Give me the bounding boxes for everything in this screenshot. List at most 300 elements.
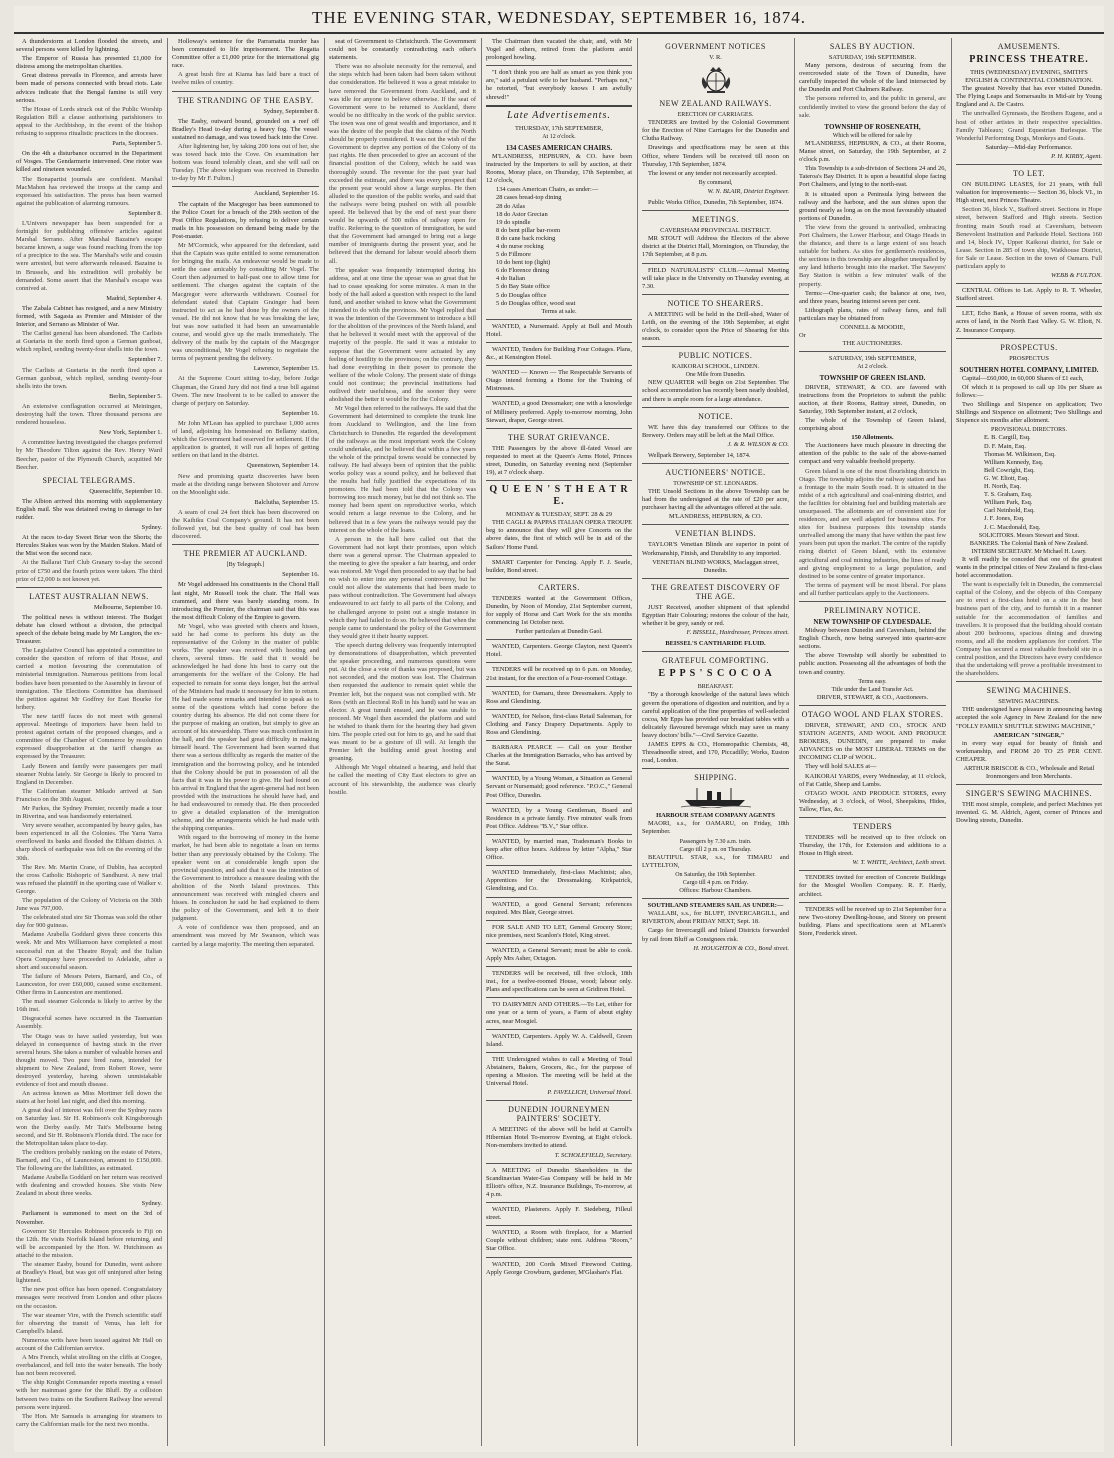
classified-ad: A MEETING of the above will be held at Carroll's Hibernian Hotel To-morrow Evening, at Eight o'clock. Non-members invited to attend.: [486, 1126, 632, 1150]
news-paragraph: The population of the Colony of Victoria on the 30th June was 797,000.: [16, 897, 162, 913]
column-4: [486, 38, 632, 1446]
notice-signature: M'LANDRESS, HEPBURN, & CO.: [668, 513, 763, 521]
dateline: Sydney.: [141, 1200, 162, 1208]
news-paragraph: Disgraceful scenes have occurred in the Tasmanian Assembly.: [16, 1015, 162, 1031]
ad-body: DRIVER, STEWART, & CO. are favored with instructions from the Proprietors to submit the public auction, at their Rooms, Rattray street, Dunedin, on Saturday, 19th September instant, at 2 o'clock,: [799, 383, 946, 415]
ad-body: The greatest Novelty that has ever visited Dunedin. The Flying Leaps and Somersaults in Mid-air by Young England and A. De Castro.: [956, 85, 1102, 109]
ad-body: M'LANDRESS, HEPBURN, & CO., at their Rooms, Manse street, on Saturday, the 19th September, at 2 o'clock p.m.: [799, 139, 946, 164]
ad-time: At 12 o'clock.: [542, 133, 576, 140]
list-item: 8 do bent pillar bar-room: [496, 226, 561, 234]
ad-signature: Further particulars at Dunedin Gaol.: [515, 629, 603, 636]
section-heading: NOTICE.: [698, 411, 733, 421]
ad-time: At 2 o'clock.: [857, 364, 888, 371]
ad-body: ON BUILDING LEASES, for 21 years, with full valuation for improvements:— Section 36, block VI., in High street, next Princes Theatre.: [956, 181, 1102, 205]
ad-body: The unrivalled Gymnasts, the Brothers Eugene, and a host of other artistes in their respective specialities. Family Tableaux; Grand Equestrian Burlesque. The Wonderful Performing Dogs, Monkeys and Goats.: [956, 110, 1102, 142]
subheading: BANKERS. The Colonial Bank of New Zealand.: [969, 540, 1089, 547]
masthead-rule: [14, 32, 1104, 34]
ad-date: MONDAY & TUESDAY, SEPT. 28 & 29: [505, 511, 613, 519]
ad-body: TENDERS invited for erection of Concrete Buildings for the Mosgiel Woollen Company. R. F. Hardy, architect.: [799, 874, 946, 898]
theatre-heading: PRINCESS THEATRE.: [969, 54, 1089, 65]
ad-body: Green Island is one of the most flourishing districts in Otago. The township adjoins the railway station and has a frontage to the main South road. It is situated in the midst of a rich agricultural and coal-mining district, and the facilities for obtaining fuel and building materials are unsurpassed. The allotments are of convenient size for residences, and are well adapted for business sites. For sites for business purposes this township stands unrivalled among the many that have within the past few years been put upon the market. The centre of the rapidly rising district of Green Island, with its extensive agricultural and coal mining industries, the lines of ready and giving employment to a large population, and destined to be some centre of greater importance.: [799, 467, 946, 580]
rule: [956, 283, 1102, 284]
section-heading: PROSPECTUS.: [1000, 342, 1058, 352]
ad-signature: THE AUCTIONEERS.: [842, 340, 903, 348]
list-item: 5 do Douglas office, wood seat: [496, 299, 576, 307]
notice-body: Cargo for Invercargill and Inland Districts forwarded by rail from Bluff as Consignees risk.: [642, 927, 789, 943]
ad-signature: T. SCHOLEFIELD, Secretary.: [554, 1151, 632, 1159]
rule: [172, 91, 319, 92]
section-heading: THE PREMIER AT AUCKLAND.: [183, 549, 308, 559]
royal-crest-icon: [699, 65, 733, 95]
classified-ad: WANTED, by a Young Gentleman, Board and Residence in a private family. Five minutes' walk from Post Office. Address "B.V.," Star office.: [486, 806, 632, 830]
ad-body: The terms of payment will be most liberal. For plans and all further particulars apply to the Auctioneers.: [799, 581, 946, 597]
column-divider: [167, 38, 168, 1446]
rule: [642, 463, 789, 464]
list-item: J. C. Macdonald, Esq.: [984, 523, 1041, 531]
rule: [642, 346, 789, 347]
ad-body: TENDERS will be received up to 21st September for a new Two-storey Dwelling-house, and Storey on present building. Plans and specifications seen at M'Laren's Store, Frederick street.: [799, 905, 946, 937]
list-item: 28 do Atlas: [496, 202, 526, 210]
dateline: Queenstown, September 14.: [246, 462, 319, 470]
rule: [486, 997, 632, 998]
ad-date: SATURDAY, 19th SEPTEMBER.: [828, 54, 917, 61]
news-paragraph: Holloway's sentence for the Parramatta murder has been commuted to life imprisonment. The Regatta Committee offer a £1,000 prize for the international gig race.: [172, 38, 319, 70]
rule: [799, 351, 946, 352]
ad-title: TOWNSHIP OF GREEN ISLAND.: [819, 374, 926, 383]
subheading: TOWNSHIP OF ST. LEONARDS.: [673, 481, 758, 487]
byline: [By Telegraph.]: [226, 562, 265, 569]
rule: [486, 342, 632, 343]
news-paragraph: L'Univers newspaper has been suspended for a fortnight for publishing offensive articles against Marshal Serrano. After Marshal Bazaine's escape became known, a sage was found reaching from the top of a precipice to the sea. The Marshal's wife and cousin were arrested, but were afterwards released. Bazaine is in Brussels, and his extradition will probably be demanded. Some assert that the Marshal's escape was connived at.: [16, 219, 162, 292]
section-heading: GOVERNMENT NOTICES: [665, 42, 766, 51]
notice-body: THE Unsold Sections in the above Township can be had from the undersigned at the rate of £20 per acre, purchaser having all the advantages offered at the sale.: [642, 488, 789, 512]
ad-list: [486, 186, 632, 307]
ad-signature: CONNELL & MOODIE,: [840, 324, 905, 331]
news-paragraph: Madame Arabella Goddard on her return was received with deafening and crowded houses. She visits New Zealand in about three weeks.: [16, 1174, 162, 1198]
section-heading: Late Advertisements.: [507, 109, 611, 121]
notice-signature: H. HOUGHTON & CO., Bond street.: [693, 944, 789, 952]
news-paragraph: The captain of the Macgregor has been summoned to the Police Court for a breach of the 29th section of the Post Office Regulations, by refusing to deliver certain mails in his possession on demand being made by the Post-master.: [172, 200, 319, 240]
subheading: ERECTION OF CARRIAGES.: [677, 112, 754, 119]
rule: [486, 803, 632, 804]
ad-body: THE most simple, complete, and perfect Machines yet invented. G. M. Aldrich, Agent, corner of Princes and Dowling streets, Dunedin.: [956, 801, 1102, 825]
rule: [486, 943, 632, 944]
dateline: Berlin, September 5.: [109, 392, 162, 400]
rule: [799, 817, 946, 818]
list-item: William Park, Esq.: [984, 499, 1033, 507]
section-heading: PRELIMINARY NOTICE.: [824, 606, 921, 615]
notice-body: WALLABI, s.s., for BLUFF, INVERCARGILL, and RIVERTON, about FRIDAY NEXT, Sept. 18.: [642, 910, 789, 926]
rule: [486, 65, 632, 66]
steamship-icon: [681, 786, 751, 808]
rule: [486, 1163, 632, 1164]
dateline: Melbourne, September 10.: [93, 603, 162, 611]
list-item: T. S. Graham, Esq.: [984, 491, 1033, 499]
ad-signature: P. H. KIRBY, Agent.: [1051, 152, 1102, 160]
rule: [642, 407, 789, 408]
news-paragraph: The Otago was to have sailed yesterday, but was delayed in consequence of having stuck in the river several hours. She takes a number of valuable horses and thought moved. Two pure bred rams, intended for shipment to New Zealand, from Robert Rowe, were destroyed yesterday, having shown unmistakable evidence of foot and mouth disease.: [16, 1032, 162, 1089]
list-item: E. B. Cargill, Esq.: [984, 434, 1031, 442]
classified-ad: WANTED, for Nelson, first-class Retail Salesman, for Clothing and Fancy Drapery Departments. Apply to Ross and Glendining.: [486, 712, 632, 736]
news-paragraph: The war steamer Vire, with the French scientific staff for observing the transit of Venus, has left for Campbell's Island.: [16, 1311, 162, 1335]
rule: [486, 740, 632, 741]
news-paragraph: Numerous writs have been issued against Mr Hall on account of the Californian service.: [16, 1336, 162, 1352]
dateline: Madrid, September 4.: [106, 294, 162, 302]
rule: [956, 306, 1102, 307]
column-divider: [637, 38, 638, 1446]
news-paragraph: On the 4th a disturbance occurred in the Department of Vosges. The Gendarmerie intervened. One rioter was killed and nineteen wounded.: [16, 150, 162, 174]
classified-ad: WANTED, by married man, Tradesman's Books to keep after office hours. Address by letter "Alpha," Star Office.: [486, 837, 632, 862]
rule: [486, 897, 632, 898]
notice-body: BEAUTIFUL STAR, s.s., for TIMARU and LYTTELTON,: [642, 853, 789, 869]
ad-body: in every way equal for beauty of finish and workmanship, and FROM 20 TO 25 PER CENT. CHEAPER.: [956, 739, 1102, 763]
news-paragraph: A committee having investigated the charges preferred by Mr Theodore Tilton against the Rev. Henry Ward Beecher, pastor of the Plymouth Church, acquitted Mr Beecher.: [16, 439, 162, 471]
subheading: KAIKORAI SCHOOL, LINDEN.: [671, 363, 760, 371]
ad-body: TENDERS will be received up to five o'clock on Thursday, the 17th, for Extension and additions to a House in High street.: [799, 833, 946, 858]
theatre-heading: Q U E E N ' S T H E A T R E.: [489, 484, 629, 508]
company-name: SOUTHERN HOTEL COMPANY, LIMITED.: [959, 365, 1099, 374]
news-paragraph: The mail steamer Golconda is likely to arrive by the 16th inst.: [16, 998, 162, 1014]
notice-body: MAORI, s.s., for OAMARU, on Friday, 18th September.: [642, 820, 789, 836]
news-paragraph: The Carlists at Guetaria in the north fired upon a German gunboat, which replied, sending twenty-four shells into the town.: [16, 366, 162, 390]
rule: [16, 587, 162, 588]
ad-body: KAIKORAI YARDS, every Wednesday, at 11 o'clock, of Fat Cattle, Sheep and Lambs.: [799, 772, 946, 788]
news-paragraph: Mr M'Cormick, who appeared for the defendant, said that the Captain was quite entitled to some remuneration for bringing the mails. An endeavour would be made to settle the case amicably by consulting Mr Vogel. The Court then adjourned to half-past one to allow time for settlement. The charges against the captain of the Macgregor were afterwards withdrawn. Counsel for defendant stated that Captain Grainger had been instructed to act as he had done by the owners of the vessel. He did not know that he was breaking the law, but was now satisfied it had been an unwarrantable course, and would give up the mails immediately. The delivery of the mails by the captain of the Macgregor was unconditional, Mr Vogel refusing to negotiate the terms of payment pending the delivery.: [172, 241, 319, 363]
section-heading: TO LET.: [1012, 169, 1046, 179]
dateline: Paris, September 5.: [112, 140, 162, 148]
ad-body: This Township is a sub-division of Sections 24 and 26, Taieroa's Bay District. It is upon a beautiful slope facing Port Chalmers, and lying to the north-east.: [799, 165, 946, 189]
section-heading: MEETINGS.: [692, 215, 739, 225]
subheading: SEWING MACHINES.: [998, 698, 1060, 706]
list-item: Thomas M. Wilkinson, Esq.: [984, 450, 1056, 458]
ad-body: THE undersigned have pleasure in announcing having accepted the sole Agency in New Zealand for the new "FOLLY FAMILY SHUTTLE SEWING MACHINE,": [956, 706, 1102, 730]
news-paragraph: Parliament is summoned to meet on the 3rd of November.: [16, 1210, 162, 1226]
product-name: AMERICAN "SINGER,": [993, 731, 1065, 739]
list-item: G. W. Eliott, Esq.: [984, 474, 1029, 482]
ad-body: It is situated upon a Peninsula lying between the railway and the harbour, and the sun shines upon the ground nearly as long as on the most favourably situated portions of Dunedin.: [799, 190, 946, 222]
rule: [486, 966, 632, 967]
dateline: Queenscliffe, September 10.: [89, 487, 162, 495]
rule: [642, 210, 789, 211]
ad-body: The want is especially felt in Dunedin, the commercial capital of the Colony, and the objects of this Company are to erect a first-class hotel on a site in the best business part of the city, and to furnish it in a manner suitable for the accommodation of families and travellers. It is proposed that the building should contain about 200 bedrooms, spacious dining and drawing rooms, and all the modern appliances for comfort. The Company has secured a most valuable freehold site in a central position, and the Directors have every confidence that the undertaking will prove a profitable investment to the shareholders.: [956, 581, 1102, 678]
notice-order: By command,: [698, 179, 733, 186]
news-paragraph: Mr John M'Lean has applied to purchase 1,000 acres of land, adjoining his homestead on Bellamy station, which the Government had reserved for settlement. If the application is granted, it will run all hopes of getting settlers on that land in the district.: [172, 419, 319, 460]
ad-body: Of which it is proposed to call up 10s per Share as follows:—: [956, 383, 1102, 399]
classified-ad: WANTED, a Room with fireplace, for a Married Couple without children; state rent. Address "Room," Star Office.: [486, 1229, 632, 1253]
ad-body: The persons referred to, and the public in general, are confidently invited to view the ground before the day of sale.: [799, 95, 946, 119]
classified-ad: BARBARA PEARCE — Call on your Brother Charles at the Immigration Barracks, who has arrived by the Surat.: [486, 744, 632, 768]
news-paragraph: Madame Arabella Goddard gives three concerts this week. Mr and Mrs Williamson have completed a most successful run at the Theatre Royal; and the Italian Opera Company have proceeded to Adelaide, after a short and successful season.: [16, 931, 162, 971]
dateline: September 16.: [282, 571, 319, 579]
classified-ad: TO DAIRYMEN AND OTHERS.—To Let, either for one year or a term of years, a Farm of about eighty acres, near Mosgiel.: [486, 1001, 632, 1025]
section-heading: SHIPPING.: [694, 773, 737, 783]
notice-signature: J. & R. WILSON & CO.: [727, 440, 789, 448]
classified-ad: WANTED — Known — The Respectable Servants of Otago intend forming a Home for the Training of Mistresses.: [486, 369, 632, 393]
list-item: 4 do Italian: [496, 275, 526, 283]
ad-body: OTAGO WOOL AND PRODUCE STORES, every Wednesday, at 3 o'clock, of Wool, Sheepskins, Hides, Tallow, Flax, &c.: [799, 789, 946, 813]
section-heading: GRATEFUL COMFORTING.: [661, 656, 769, 666]
section-heading: VENETIAN BLINDS.: [674, 529, 757, 539]
rule: [486, 428, 632, 429]
news-paragraph: The Californian steamer Mikado arrived at San Francisco on the 30th August.: [16, 787, 162, 803]
section-heading: CARTERS.: [538, 582, 580, 592]
notice-body: TAYLOR'S Venetian Blinds are superior in point of Workmanship, Finish, and Durability to any imported.: [642, 541, 789, 557]
rule: [642, 578, 789, 579]
rule: [486, 365, 632, 366]
section-heading: PUBLIC NOTICES.: [678, 351, 753, 361]
classified-ad: THE Undersigned wishes to call a Meeting of Total Abstainers, Bakers, Grocers, &c., for the purpose of opening a Mission. The meeting will be held at the Universal Hotel.: [486, 1055, 632, 1088]
classified-ad: WANTED Immediately, first-class Machinist; also, Apprentices for the Dressmaking. Kirkpatrick, Glendining, and Co.: [486, 869, 632, 893]
subheading: Which will be offered for sale by: [832, 132, 913, 139]
dateline: Sydney, September 8.: [263, 107, 319, 115]
rule: [486, 319, 632, 320]
section-heading: NEW ZEALAND RAILWAYS.: [659, 99, 772, 109]
news-paragraph: Lady Bowen and family were passengers per mail steamer Nubia lately. Sir George is likely to proceed to England in December.: [16, 762, 162, 786]
ad-signature: ARTHUR BRISCOE & CO., Wholesale and Retail Ironmongers and Iron Merchants.: [963, 765, 1095, 781]
ad-title: NEW TOWNSHIP OF CLYDESDALE.: [813, 618, 932, 626]
ad-signature: W. T. WHITE, Architect, Leith street.: [852, 859, 946, 867]
notice-signature: W. N. BLAIR, District Engineer.: [707, 187, 789, 195]
rule: [486, 920, 632, 921]
rule: [486, 1052, 632, 1053]
news-paragraph: After lightening her, by taking 200 tons out of her, she was towed back into the Cove. On examination her bottom was found tolerably clean, and she will sail on Tuesday. [The above telegram was received in Dunedin to-day by Mr F. Fulton.]: [172, 142, 319, 183]
notice-line: Cargo till 2 p.m. on Thursday.: [679, 846, 752, 853]
dateline: Sydney.: [141, 524, 162, 532]
directors-list: [956, 434, 1102, 531]
subheading: One Mile from Dunedin.: [685, 372, 746, 379]
classified-ad: WANTED, Carpenters. Apply W. A. Caldwell, Green Island.: [486, 1032, 632, 1048]
classified-ad: WANTED, a good Dressmaker; one with a knowledge of Millinery preferred. Apply to-morrow morning, John Stewart, draper, George street.: [486, 400, 632, 424]
news-paragraph: The Chairman then vacated the chair, and, with Mr Vogel and others, retired from the platform amid prolonged howling.: [486, 38, 632, 62]
news-paragraph: At the Ballarat Turf Club Granary to-day the second prize of £750 and the fourth prizes were taken. The third prize of £2,000 is not known yet.: [16, 559, 162, 583]
news-paragraph: Great distress prevails in Florence, and arrests have been made of persons connected with bread riots. Late advices indicate that the Bengal famine is still very serious.: [16, 72, 162, 104]
news-paragraph: A thunderstorm at London flooded the streets, and several persons were killed by lightning.: [16, 38, 162, 54]
list-item: 19 do spindle: [496, 218, 531, 226]
rule: [486, 865, 632, 866]
list-item: 6 do Florence dining: [496, 267, 550, 275]
column-divider: [324, 38, 325, 1446]
news-paragraph: The Carlist general has been abandoned. The Carlists at Guetaria in the north fired upon a German gunboat, which replied, sending twenty-four shells into the town.: [16, 330, 162, 354]
subheading: SOUTHLAND STEAMERS SAIL AS UNDER:—: [647, 902, 784, 910]
list-item: 5 do Fillmore: [496, 251, 531, 259]
dateline: September 8.: [128, 209, 162, 217]
notice-line: Passengers by 7.30 a.m. train.: [679, 838, 752, 845]
rule: [486, 771, 632, 772]
dateline: September 7.: [128, 356, 162, 364]
dateline: September 16.: [282, 409, 319, 417]
column-2: [172, 38, 319, 1446]
news-paragraph: A great bush fire at Kiama has laid bare a tract of twelve miles of country.: [172, 71, 319, 87]
ad-body: Many persons, desirous of securing from the overcrowded state of the Town of Dunedin, have carefully inspected the whole of the land intersected by the Dunedin and Port Chalmers Railway.: [799, 62, 946, 94]
section-heading: TENDERS: [852, 821, 893, 831]
news-paragraph: A person in the hall here called out that the Government had not kept their promises, upon which there was a general uproar. The Chairman appealed to the meeting to give the speaker a fair hearing, and order was restored. Mr Vogel then proceeded to say that he had no wish to enter into any personal controversy, but he could not allow the statements that had been made to pass without contradiction. The Government had always endeavoured to act fairly to all parts of the Colony, and he challenged anyone to point out a single instance in which they had failed to do so. He believed that when the people came to understand the policy of the Government they would give it their hearty support.: [329, 535, 476, 640]
news-paragraph: The speech during delivery was frequently interrupted by demonstrations of disapprobation, which prevented the speaker proceeding, and numerous questions were put. At the close a vote of thanks was proposed, but was not seconded, and the motion was lost. The Chairman then requested the audience to remain quiet while the Premier left, but the request was not complied with. Mr Rees (with an Electoral Roll in his hand) said he was an elector. A great tumult ensued, and he was unable to proceed. Mr Vogel then ascended the platform and said he wished to thank them for the hearing they had given him. The people cried out for him to go, and he said that was meant to be a gesture of ill will. At length the Premier left the building amid great hooting and groaning.: [329, 641, 476, 763]
news-paragraph: With regard to the borrowing of money in the home market, he had been able to negotiate a loan on terms better than any previously obtained by the Colony. The speaker went on at considerable length upon the provincial question, and said that it was the intention of the Government to introduce a measure dealing with the abolition of the North Island provinces. This announcement was received with mingled cheers and hisses. In conclusion he said he had explained to them the policy of the Government, and left it to their judgment.: [172, 834, 319, 923]
news-paragraph: seat of Government to Christchurch. The Government could not be constantly contradicting each other's statements.: [329, 38, 476, 62]
ad-body: The whole of the Township of Green Island, comprising about: [799, 416, 946, 433]
news-paragraph: Governor Sir Hercules Robinson proceeds to Fiji on the 12th. He visits Norfolk Island before returning, and will be accompanied by the Hon. W. Hutchinson as attaché to the mission.: [16, 1227, 162, 1259]
column-6: [799, 38, 946, 1446]
news-paragraph: New and promising quartz discoveries have been made at the dividing range between Shotover and Arrow on the Moonlight side.: [172, 472, 319, 496]
list-item: 5 do Bay State office: [496, 283, 550, 291]
classified-ad: WANTED, a General Servant; must be able to cook. Apply Mrs Asher, Octagon.: [486, 946, 632, 962]
ad-body: The view from the ground is unrivalled, embracing Port Chalmers, the Lower Harbour, and Otago Heads in the distance, and there is a large extent of sea beach suitable for bathers. As sites for gentlemen's residences, the sections in this township are altogether unequalled by any land hitherto brought into the market. The Sawyers' Bay Station is within a few minutes' walk of the property.: [799, 223, 946, 288]
news-paragraph: Mr Parkes, the Sydney Premier, recently made a tour in Riverina, and was handsomely entertained.: [16, 804, 162, 821]
news-paragraph: The new post office has been opened. Congratulatory messages were received from London and other places on the occasion.: [16, 1286, 162, 1310]
subheading: BREAKFAST.: [697, 684, 734, 691]
news-paragraph: Very severe weather, accompanied by heavy gales, has been experienced in all the Colonies. The Yarra Yarra overflowed its banks and flooded the Eltham district. A sharp shock of earthquake was felt on the evening of the 30th.: [16, 822, 162, 862]
list-item: 134 cases American Chairs, as under:—: [496, 186, 599, 194]
rule: [486, 1100, 632, 1101]
classified-ad: WANTED, a Nursemaid. Apply at Bull and Mouth Hotel.: [486, 322, 632, 338]
rule: [642, 768, 789, 769]
column-7: [956, 38, 1102, 1446]
news-paragraph: The Zabala Cabinet has resigned, and a new Ministry formed, with Sagasta as Premier and Minister of the Interior, and Serrano as Minister of War.: [16, 304, 162, 329]
list-item: Bell Cowright, Esq.: [984, 466, 1035, 474]
ad-body: DRIVER, STEWART, AND CO., STOCK AND STATION AGENTS, AND WOOL AND PRODUCE BROKERS, DUNEDIN, are prepared to make ADVANCES on the MOST LIBERAL TERMS on the INCOMING CLIP of WOOL.: [799, 721, 946, 762]
dateline: Balclutha, September 15.: [254, 498, 319, 506]
classified-ad: WANTED, Tenders for Building Four Cottages. Plans, &c., at Kensington Hotel.: [486, 346, 632, 362]
ad-body: Capital—£60,000, in 60,000 Shares of £1 each,: [962, 374, 1084, 382]
rule: [486, 1202, 632, 1203]
ad-signature: DRIVER, STEWART, & CO., Auctioneers.: [816, 693, 929, 701]
list-item: William Kennedy, Esq.: [984, 458, 1044, 466]
column-divider: [951, 38, 952, 1446]
masthead-title: THE EVENING STAR, WEDNESDAY, SEPTEMBER 16, 1874.: [311, 8, 806, 27]
ad-body: Section 36, block V., Stafford street. Sections in Hope street, between Stafford and High streets. Section fronting main South road at Caversham, between Benevolent Institution and Parkside Hotel. Sections 160 and 14, block IV., Upper Kaikorai district, for Sale or Lease. Section in 285 of town ship, Watkhouse District, for Sale or Lease. Section in the town of Oamaru. Full particulars apply to: [956, 206, 1102, 270]
rule: [642, 898, 789, 899]
list-item: D. F. Main, Esq.: [984, 442, 1026, 450]
section-heading: THE GREATEST DISCOVERY OF THE AGE.: [650, 582, 781, 601]
dateline: Auckland, September 16.: [254, 190, 319, 198]
subheading: CAVERSHAM PROVINCIAL DISTRICT.: [660, 227, 771, 235]
ad-body: Lithograph plans, rates of railway fares, and full particulars may be obtained from: [799, 306, 946, 322]
ad-body: LET, Echo Bank, a House of seven rooms, with six acres of land, in the North East Valley. G. W. Eliott, N. Z. Insurance Company.: [956, 310, 1102, 334]
rule: [956, 784, 1102, 785]
rule: [486, 662, 632, 663]
rule: [956, 338, 1102, 339]
news-paragraph: There was no absolute necessity for the removal, and the steps which had been taken had been taken without due consideration. He believed it was a great mistake to have removed the Government from Auckland, and it was idle for anyone to believe otherwise. If the seat of Government were to be returned to Auckland, there would be no difficulty in the work of the public service. The town was one of great wealth and importance, and it was the desire of the people that the claims of the North should be properly considered. It was not the wish of the Government to deprive any portion of the Colony of its just rights. He then proceeded to give an account of the financial position of the Colony, which he said was thoroughly sound. The revenue for the past year had exceeded the estimate, and there was every prospect that the present year would show a large surplus. He then alluded to the question of the public works, and said that the railways were being pushed on with all possible speed. He believed that by the end of next year there would be upwards of 500 miles of railway open for traffic. Referring to the question of immigration, he said that the Government had arranged to bring out a large number of immigrants during the present year, and he believed that the demand for labour would absorb them all.: [329, 63, 476, 265]
news-paragraph: A Mrs French, whilst strolling on the cliffs at Coogee, overbalanced, and fell into the water beneath. The body has not been recovered.: [16, 1354, 162, 1378]
list-item: H. North, Esq.: [984, 483, 1022, 491]
notice-body: TENDERS are Invited by the Colonial Government for the Erection of Nine Carriages for the Dunedin and Clutha Railway.: [642, 119, 789, 143]
news-paragraph: "I don't think you are half as smart as you think you are," said a petulant wife to her husband. "Perhaps not," he retorted, "but everybody knows I am awfully shrewd!": [486, 69, 632, 101]
ad-signature: Or: [799, 332, 806, 340]
news-paragraph: The Albion arrived this morning with supplementary English mail. She was detained owing to damage to her rudder.: [16, 497, 162, 521]
classified-ad: SMART Carpenter for Fencing. Apply F. J. Searle, builder, Bond street.: [486, 558, 632, 574]
rule: [486, 709, 632, 710]
news-paragraph: A great deal of interest was felt over the Sydney races on Saturday last. Sir H. Robinson's colt Kingsborough won the Derby easily. Mr Tait's Melbourne being second, and Sir H. Robinson's Florida third. The race for the Metropolitan takes place to-day.: [16, 1107, 162, 1147]
rule: [172, 544, 319, 545]
notice-signature: F. BISSELL, Hairdresser, Princes street.: [686, 629, 789, 637]
news-paragraph: A seam of coal 24 feet thick has been discovered on the Kaihiku Coal Company's ground. It has not been followed yet, but the best quality of coal has been discovered.: [172, 508, 319, 541]
rule: [486, 686, 632, 687]
notice-body: WE have this day transferred our Offices to the Brewery. Orders may still be left at the Mail Office.: [642, 423, 789, 439]
list-item: 18 do Astor Grecian: [496, 210, 548, 218]
notice-body: MR STOUT will Address the Electors of the above district at the District Hall, Mornington, on Thursday, the 17th September, at 8 p.m.: [642, 235, 789, 259]
section-heading: SEWING MACHINES.: [986, 686, 1072, 696]
classified-ad: THE CAGLI & PAPPAS ITALIAN OPERA TROUPE beg to announce that they will give Concerts on the above dates, the first of which will be in aid of the Sailors' Home Fund.: [486, 519, 632, 551]
news-paragraph: The new tariff faces do not meet with general approval. Meetings of importers have been held to protest against certain of the proposed changes, and a committee of the Chamber of Commerce by resolution expressed disapprobation at the tariff changes as expressed by the Treasurer.: [16, 712, 162, 761]
ad-line: Title under the Land Transfer Act.: [831, 686, 914, 693]
ad-body: It will readily be conceded that one of the greatest wants in the principal cities of New Zealand is first-class hotel accommodation.: [956, 555, 1102, 580]
news-paragraph: The political news is without interest. The Budget debate has closed without a division, the principal speech of the debate being made by Mr Langton, the ex-Treasurer.: [16, 613, 162, 646]
subheading: PROVISIONAL DIRECTORS.: [990, 427, 1067, 434]
ad-line: Saturday—Mid-day Performance.: [985, 143, 1073, 151]
list-item: 5 do Douglas office: [496, 291, 547, 299]
notice-body: JUST Received, another shipment of that splendid Egyptian Hair Colouring; restores the colour of the hair, whether it be grey, sandy or red.: [642, 603, 789, 628]
section-heading: SALES BY AUCTION.: [829, 42, 916, 51]
ad-body: Two Shillings and Sixpence on application; Two Shillings and Sixpence on allotment; Two Shillings and Sixpence six months after allotment.: [956, 401, 1102, 425]
notice-body: NEW QUARTER will begin on 21st September. The school accommodation has recently been nearly doubled, and there is ample room for a large attendance.: [642, 379, 789, 403]
notice-body: Drawings and specifications may be seen at this Office, where Tenders will be received till noon on Thursday, 17th September, 1874.: [642, 144, 789, 168]
subheading: SOLICITORS. Messrs Stewart and Stout.: [978, 532, 1080, 539]
notice-body: Wellpark Brewery, September 14, 1874.: [648, 451, 751, 459]
notice-body: FIELD NATURALISTS' CLUB.—Annual Meeting will take place in the University on Thursday evening, at 7.30.: [642, 266, 789, 290]
list-item: 8 do cane back rocking: [496, 234, 556, 242]
classified-ad: FOR SALE AND TO LET, General Grocery Store; nice premises, next Scanlon's Hotel, King street.: [486, 923, 632, 939]
ad-body: The above Township will shortly be submitted to public auction. Possessing all the advantages of both the town and country.: [799, 652, 946, 676]
news-paragraph: The failure of Messrs Peters, Barnard, and Co., of Launceston, for over £60,000, caused some excitement. Other firms in Launceston are mentioned.: [16, 972, 162, 997]
column-1: [16, 38, 162, 1446]
news-paragraph: The creditors probably ranking on the estate of Peters, Barnard, and Co., of Launceston, amount to £150,000. The following are the liabilities, as estimated.: [16, 1148, 162, 1172]
subheading: THIS (WEDNESDAY) EVENING, SMITH'S ENGLISH & CONTINENTAL COMBINATION.: [965, 69, 1093, 85]
news-paragraph: The speaker was frequently interrupted during his address, and at one time the uproar was so great that he had to cease speaking for some minutes. A man in the body of the hall asked a question with respect to the land fund, and another wished to know what the Government intended to do with the provinces. Mr Vogel replied that it was the intention of the Government to introduce a bill for the abolition of the provinces of the North Island, and that he believed it would meet with the approval of the majority of the people. He said it was a mistake to suppose that the Government were actuated by any feeling of hostility to the provinces; on the contrary, they had done everything in their power to promote the welfare of the whole Colony. The present state of things could not continue; the provincial institutions had outlived their usefulness, and the sooner they were abolished the better it would be for the Colony.: [329, 266, 476, 404]
section-heading: AUCTIONEERS' NOTICE.: [665, 468, 766, 477]
classified-ad: TENDERS wanted at the Government Offices, Dunedin, by Noon of Monday, 21st September current, for supply of Horse and Cart Work for the six months commencing 1st October next.: [486, 594, 632, 627]
news-paragraph: The House of Lords struck out of the Public Worship Regulation Bill a clause authorising parishioners to appeal to the Archbishop, in the event of the bishop refusing to suppress ritualistic practices in the dioceses.: [16, 105, 162, 138]
classified-ad: A MEETING of Dunedin Shareholders in the Scandinavian Water-Gas Company will be held in Mr Elliott's office, N.Z. Insurance Buildings, To-morrow, at 4 p.m.: [486, 1166, 632, 1198]
ad-body: CENTRAL Offices to Let. Apply to R. T. Wheeler, Stafford street.: [956, 287, 1102, 303]
subheading: HARBOUR STEAM COMPANY AGENTS: [656, 812, 775, 820]
rule: [642, 651, 789, 652]
list-item: J. F. Jones, Esq.: [984, 515, 1025, 523]
rule: [956, 164, 1102, 165]
news-paragraph: Mr Vogel addressed his constituents in the Choral Hall last night, Mr Russell took the chair. The Hall was crammed, and there was barely standing room. In introducing the Premier, the chairman said that this was the most difficult Colony of the Empire to govern.: [172, 581, 319, 621]
ad-body: Midway between Dunedin and Caversham, behind the English Church, now being surveyed into quarter-acre sections.: [799, 627, 946, 651]
classified-ad: WANTED, by a Young Woman, a Situation as General Servant or Nursemaid; good reference. "P.O.C.," General Post Office, Dunedin.: [486, 775, 632, 799]
classified-ad: WANTED, Plasterers. Apply F. Siedeberg, Filleul street.: [486, 1206, 632, 1222]
product-name: BEISSEL'S CANTHARIDE FLUID.: [665, 640, 766, 648]
column-3: [329, 38, 476, 1446]
rule: [486, 480, 632, 481]
news-paragraph: At the Supreme Court sitting to-day, before Judge Chapman, the Grand Jury did not find a true bill against Owen. The new Insolvent is to be called to answer the charge of perjury on Saturday.: [172, 375, 319, 407]
column-divider: [481, 38, 482, 1446]
rule: [486, 1029, 632, 1030]
notice-signature: VENETIAN BLIND WORKS, Maclaggan street, Dunedin.: [652, 558, 779, 574]
notice-line: On Saturday, the 19th September.: [675, 871, 756, 878]
ad-body: Terms:—One-quarter cash; the balance at one, two, and three years, bearing interest seven per cent.: [799, 289, 946, 305]
news-paragraph: The Bonapartist journals are confident. Marshal MacMahon has reviewed the troops at the camp and expressed his satisfaction. The press has been warned against the publication of alarming rumours.: [16, 175, 162, 207]
section-heading: LATEST AUSTRALIAN NEWS.: [29, 591, 149, 601]
rule: [799, 902, 946, 903]
rule: [486, 834, 632, 835]
rule: [486, 578, 632, 579]
ad-highlight: 150 Allotments.: [851, 434, 894, 442]
ad-terms: Terms at sale.: [541, 307, 577, 315]
classified-ad: TENDERS will be received, till five o'clock, 18th inst., for a twelve-roomed House, wood; labour only. Plans and specifications can be seen at Gridiron Hotel.: [486, 970, 632, 994]
rule: [486, 639, 632, 640]
classified-ad: WANTED, Carpenters. George Clayton, next Queen's Hotel.: [486, 643, 632, 659]
rule: [486, 1225, 632, 1226]
news-paragraph: The Easby, outward bound, grounded on a reef off Bradley's Head to-day during a heavy fog. The vessel sustained no damage, and was towed back into the Cove.: [172, 117, 319, 141]
news-paragraph: Although Mr Vogel obtained a hearing, and held that he called the meeting of City East electors to give an account of his stewardship, the audience was clearly hostile.: [329, 764, 476, 796]
ad-date: THURSDAY, 17th SEPTEMBER,: [514, 124, 604, 132]
section-heading: SINGER'S SEWING MACHINES.: [965, 789, 1093, 799]
rule: [956, 681, 1102, 682]
classified-ad: THE Passengers by the above ill-fated Vessel are requested to meet at the Queen's Arms Hotel, Princes street, Dunedin, on Saturday evening next (September 19), at 7 o'clock sharp.: [486, 444, 632, 477]
rule: [172, 186, 319, 187]
